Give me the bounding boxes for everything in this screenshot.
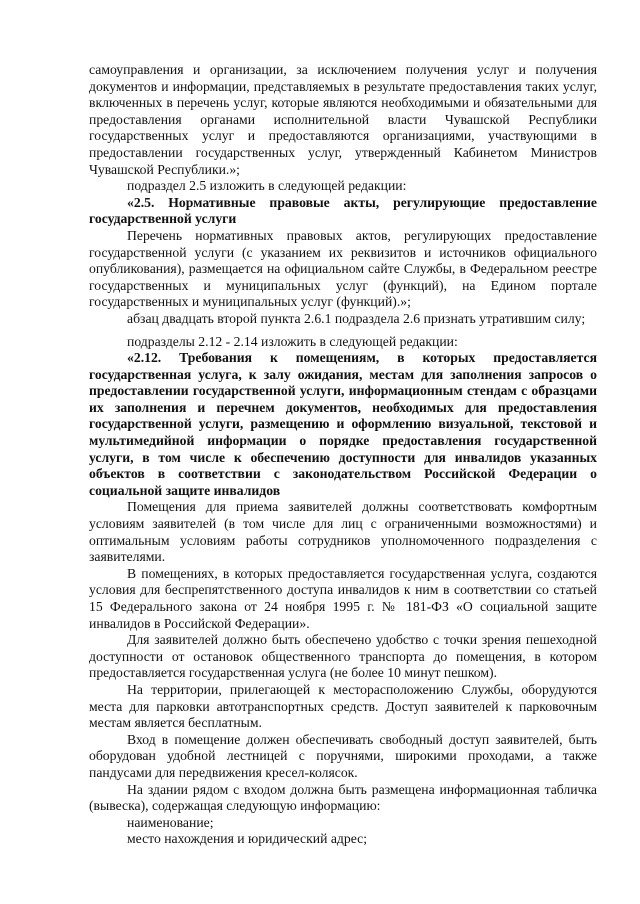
paragraph-pedestrian: Для заявителей должно быть обеспечено удобство с точки зрения пешеходной доступности от остановок общественного транспорта до помещения, в котором предоставляется государственная услуга (не более 10 минут пешком). [89,632,597,681]
heading-2-5: «2.5. Нормативные правовые акты, регулирующие предоставление государственной услуги [89,194,597,227]
document-page [89,62,597,848]
heading-2-12: «2.12. Требования к помещениям, в которых предоставляется государственная услуга, к залу ожидания, местам для заполнения запросов о предоставлении государственной услуги, информационным стендам с образцами их заполнения и перечнем документов, необходимых для предоставления государственной услуги, размещению и оформлению визуальной, текстовой и мультимедийной информации о порядке предоставления государственной услуги, в том числе к обеспечению доступности для инвалидов указанных объектов в соответствии с законодательством Российской Федерации о социальной защите инвалидов [89,350,597,498]
paragraph-instruction-2-5: подраздел 2.5 изложить в следующей редакции: [127,178,407,194]
paragraph-invalidate: абзац двадцать второй пункта 2.6.1 подраздела 2.6 признать утратившим силу; [127,310,586,326]
paragraph-signboard: На здании рядом с входом должна быть размещена информационная табличка (вывеска), содержащая следующую информацию: [89,781,597,814]
paragraph-parking: На территории, прилегающей к месторасположению Службы, оборудуются места для парковки автотранспортных средств. Доступ заявителей к парковочным местам является бесплатным. [89,681,597,731]
list-item-address: место нахождения и юридический адрес; [127,831,368,847]
paragraph-entrance: Вход в помещение должен обеспечивать свободный доступ заявителей, быть оборудован удобной лестницей с поручнями, широкими проходами, а также пандусами для передвижения кресел-колясок. [89,731,597,780]
paragraph-accessibility: В помещениях, в которых предоставляется государственная услуга, создаются условия для беспрепятственного доступа инвалидов к ним в соответствии со статьей 15 Федерального закона от 24 ноября 1995 г. № 181-ФЗ «О социальной защите инвалидов в Российской Федерации». [89,565,597,631]
paragraph-legal-acts: Перечень нормативных правовых актов, регулирующих предоставление государственной услуги (с указанием их реквизитов и источников официального опубликования), размещается на официальном сайте Службы, в Федеральном реестре государственных и муниципальных услуг (функций), на Едином портале государственных и муниципальных услуг (функций).»; [89,227,597,310]
paragraph-premises: Помещения для приема заявителей должны соответствовать комфортным условиям заявителей (в том числе для лиц с ограниченными возможностями) и оптимальным условиям работы сотрудников уполномоченного подразделения с заявителями. [89,499,597,565]
list-item-name: наименование; [127,814,214,830]
paragraph-continuation: самоуправления и организации, за исключением получения услуг и получения документов и информации, представляемых в результате предоставления таких услуг, включенных в перечень услуг, которые являются необходимыми и обязательными для предоставления органами исполнительной власти Чувашской Республики государственных услуг и предоставляются организациями, участвующими в предоставлении государственных услуг, утвержденный Кабинетом Министров Чувашской Республики.»; [89,62,597,177]
paragraph-instruction-2-12: подразделы 2.12 - 2.14 изложить в следующей редакции: [127,333,458,349]
